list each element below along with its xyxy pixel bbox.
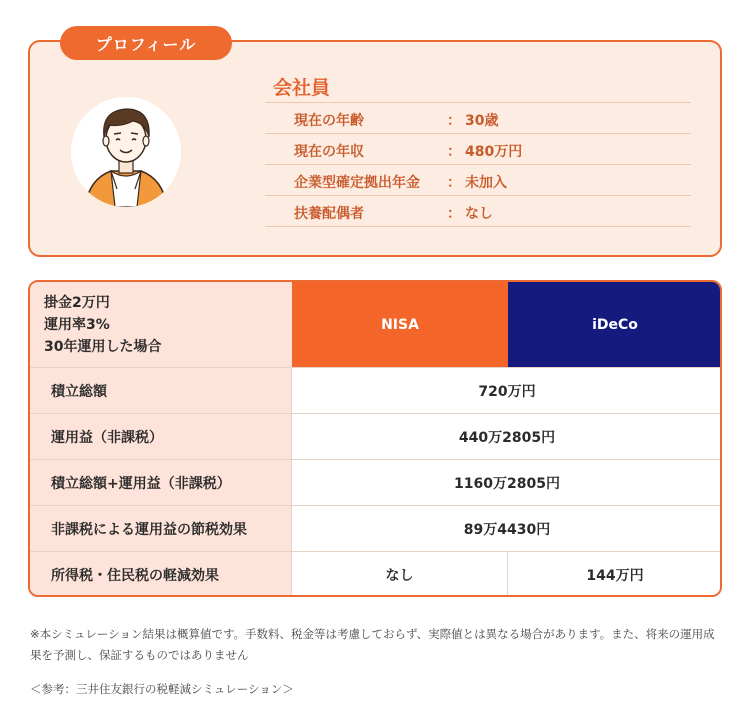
avatar — [71, 97, 181, 207]
profile-row-pension — [265, 165, 691, 196]
row-label-income-tax-reduction: 所得税・住民税の軽減効果 — [30, 552, 292, 597]
condition-line: 30年運用した場合 — [44, 338, 162, 355]
profile-row-income — [265, 134, 691, 165]
profile-row-age — [265, 103, 691, 134]
condition-line: 掛金2万円 — [44, 294, 110, 311]
comparison-table — [28, 280, 722, 597]
person-illustration-icon — [71, 97, 181, 207]
profile-row-value: 未加入 — [465, 175, 507, 191]
profile-row-colon: ： — [447, 206, 461, 222]
profile-row-key: 扶養配偶者 — [294, 206, 364, 222]
profile-row-value: なし — [465, 206, 493, 222]
condition-header-cell — [30, 282, 292, 367]
row-label-tax-saving: 非課税による運用益の節税効果 — [30, 506, 292, 551]
row-value-tax-saving: 89万4430円 — [292, 506, 722, 551]
row-label-total-contribution: 積立総額 — [30, 368, 292, 413]
row-value-total-plus-gain: 1160万2805円 — [292, 460, 722, 505]
profile-row-key: 現在の年齢 — [294, 113, 364, 129]
profile-row-colon: ： — [447, 113, 461, 129]
row-value-investment-gain: 440万2805円 — [292, 414, 722, 459]
ideco-column-header: iDeCo — [508, 282, 722, 367]
profile-row-key: 現在の年収 — [294, 144, 364, 160]
reference-note: ＜参考：三井住友銀行の税軽減シミュレーション＞ — [30, 682, 294, 696]
condition-line: 運用率3% — [44, 316, 110, 333]
profile-title: 会社員 — [273, 77, 331, 99]
row-label-total-plus-gain: 積立総額+運用益（非課税） — [30, 460, 292, 505]
row-value-nisa-income-tax: なし — [292, 552, 508, 597]
profile-row-colon: ： — [447, 175, 461, 191]
row-label-investment-gain: 運用益（非課税） — [30, 414, 292, 459]
profile-row-spouse — [265, 196, 691, 227]
profile-row-value: 30歳 — [465, 113, 499, 129]
profile-row-key: 企業型確定拠出年金 — [294, 175, 420, 191]
profile-tab-label: プロフィール — [60, 26, 232, 60]
row-value-ideco-income-tax: 144万円 — [508, 552, 722, 597]
nisa-column-header: NISA — [292, 282, 508, 367]
profile-row-value: 480万円 — [465, 144, 523, 160]
profile-row-colon: ： — [447, 144, 461, 160]
footnote: ※本シミュレーション結果は概算値です。手数料、税金等は考慮しておらず、実際値とは異なる場合があります。また、将来の運用成果を予測し、保証するものではありません — [30, 627, 715, 662]
row-value-total-contribution: 720万円 — [292, 368, 722, 413]
